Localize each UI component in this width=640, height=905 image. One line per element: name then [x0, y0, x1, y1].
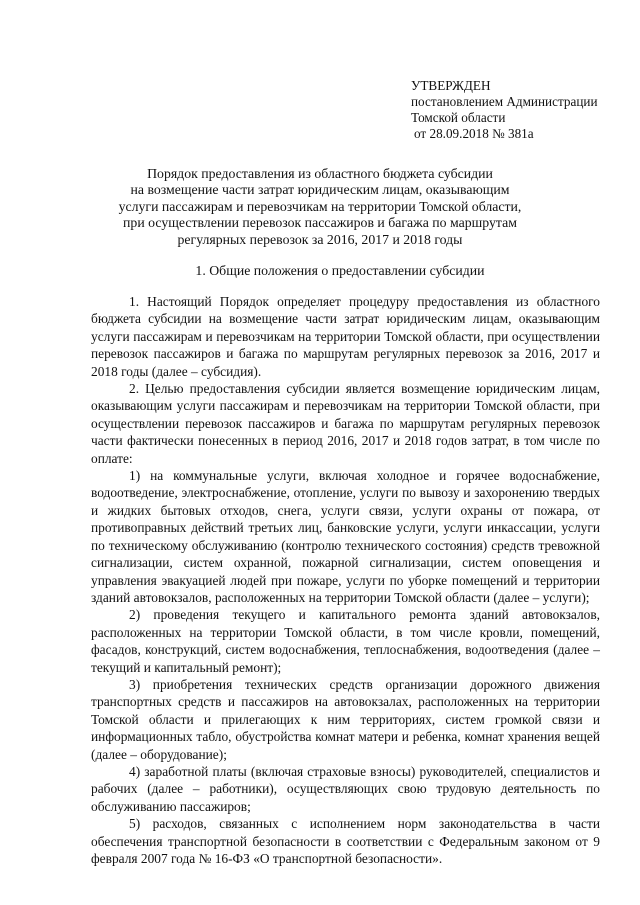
title-line: регулярных перевозок за 2016, 2017 и 2018 годы	[177, 231, 463, 247]
list-item-4: 4) заработной платы (включая страховые взносы) руководителей, специалистов и рабочих (далее – работники), осуществляющих свою трудовую деятельность по обслуживанию пассажиров;	[91, 763, 600, 814]
approval-heading: УТВЕРЖДЕН	[411, 78, 491, 93]
document-body	[91, 293, 600, 867]
title-line: на возмещение части затрат юридическим лицам, оказывающим	[130, 182, 510, 198]
list-item-3: 3) приобретения технических средств организации дорожного движения транспортных средств и пассажиров на автовокзалах, расположенных на территории Томской области и прилегающих к ним территориях, систем громкой связи и информационных табло, обустройства комнат матери и ребенка, комнат хранения вещей (далее – оборудование);	[91, 676, 600, 762]
approval-decree: постановлением Администрации	[411, 94, 598, 109]
title-line: Порядок предоставления из областного бюджета субсидии	[147, 166, 493, 181]
paragraph-2: 2. Целью предоставления субсидии является возмещение юридическим лицам, оказывающим услуги пассажирам и перевозчикам на территории Томской области, при осуществлении перевозок пассажиров и багажа по маршрутам регулярных перевозок части фактически понесенных в период 2016, 2017 и 2018 годов затрат, в том числе по оплате:	[91, 381, 600, 466]
paragraph-1: 1. Настоящий Порядок определяет процедуру предоставления из областного бюджета субсидии на возмещение части затрат юридическим лицам, оказывающим услуги пассажирам и перевозчикам на территории Томской области, при осуществлении перевозок пассажиров и багажа по маршрутам регулярных перевозок за 2016, 2017 и 2018 годы (далее – субсидия).	[91, 294, 600, 379]
list-item-1: 1) на коммунальные услуги, включая холодное и горячее водоснабжение, водоотведение, электроснабжение, отопление, услуги по вывозу и захоронению твердых и жидких бытовых отходов, снега, услуги связи, услуги охраны от пожара, от противоправных действий третьих лиц, банковские услуги, услуги инкассации, услуги по техническому обслуживанию (контролю технического состояния) средств тревожной сигнализации, систем охранной, пожарной сигнализации, систем оповещения и управления эвакуацией людей при пожаре, услуги по уборке помещений и территории зданий автовокзалов, расположенных на территории Томской области (далее – услуги);	[91, 468, 600, 605]
section-heading: 1. Общие положения о предоставлении субсидии	[195, 263, 485, 278]
title-line: при осуществлении перевозок пассажиров и багажа по маршрутам	[123, 215, 517, 231]
list-item-2: 2) проведения текущего и капитального ремонта зданий автовокзалов, расположенных на территории Томской области, в том числе кровли, помещений, фасадов, конструкций, систем водоснабжения, теплоснабжения, водоотведения (далее – текущий и капитальный ремонт);	[91, 607, 600, 675]
approval-date: от 28.09.2018 № 381а	[414, 126, 534, 141]
approval-stamp	[411, 78, 626, 142]
title-line: услуги пассажирам и перевозчикам на территории Томской области,	[118, 198, 522, 214]
document-title	[40, 166, 600, 248]
approval-authority: Томской области	[411, 110, 506, 125]
list-item-5: 5) расходов, связанных с исполнением норм законодательства в части обеспечения транспортной безопасности в соответствии с Федеральным законом от 9 февраля 2007 года № 16-ФЗ «О транспортной безопасности».	[91, 816, 600, 866]
